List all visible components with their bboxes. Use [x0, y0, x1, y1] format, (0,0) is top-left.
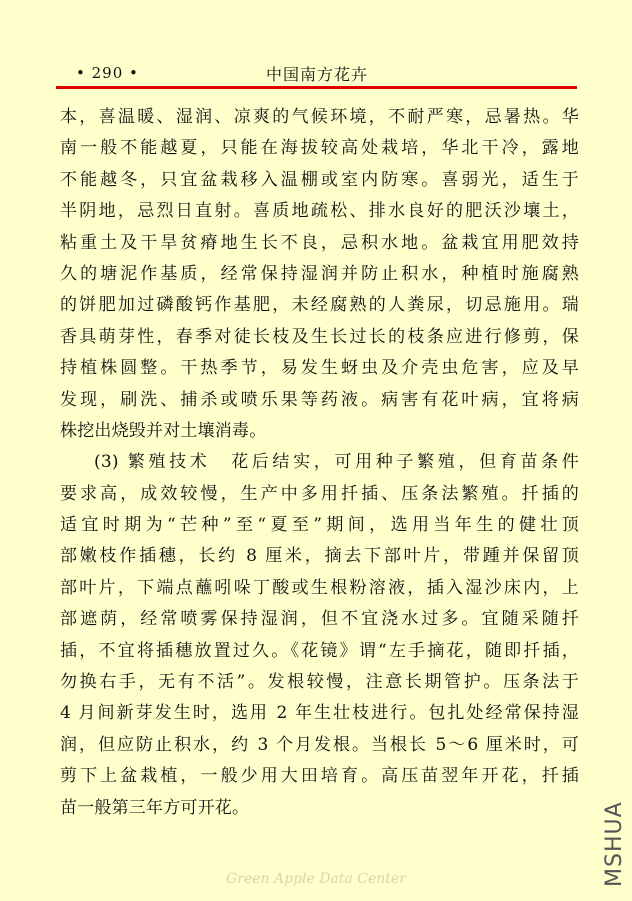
text-line: 持植株圆整。干热季节，易发生蚜虫及介壳虫危害，应及早 [60, 358, 579, 379]
text-line: 润，但应防止积水，约 3 个月发根。当根长 5～6 厘米时，可 [60, 734, 579, 755]
text-line-paragraph-end: 苗一般第三年方可开花。 [60, 797, 250, 818]
running-title: 中国南方花卉 [266, 65, 369, 84]
text-line: 插，不宜将插穗放置过久。《花镜》谓“左手摘花，随即扦插， [60, 640, 579, 661]
bottom-watermark: Green Apple Data Center [226, 871, 406, 887]
text-line: 剪下上盆栽植，一般少用大田培育。高压苗翌年开花，扦插 [60, 766, 579, 787]
text-line: 勿换右手，无有不活”。发根较慢，注意长期管护。压条法于 [60, 672, 579, 693]
text-line: 部叶片，下端点蘸吲哚丁酸或生根粉溶液，插入湿沙床内，上 [60, 577, 579, 598]
page-number: • 290 • [76, 64, 139, 82]
text-line: 部遮荫，经常喷雾保持湿润，但不宜浇水过多。宜随采随扦 [60, 609, 579, 630]
text-line: 部嫩枝作插穗，长约 8 厘米，摘去下部叶片，带踵并保留顶 [60, 546, 579, 567]
text-line-paragraph-end: 株挖出烧毁并对土壤消毒。 [60, 420, 267, 441]
text-line: 本，喜温暖、湿润、凉爽的气候环境，不耐严寒，忌暑热。华 [60, 107, 579, 127]
text-line: 不能越冬，只宜盆栽移入温棚或室内防寒。喜弱光，适生于 [60, 169, 579, 190]
body-text [60, 102, 579, 824]
side-watermark-text: MSHUA [602, 801, 627, 887]
text-line: 发现，刷洗、捕杀或喷乐果等药液。病害有花叶病，宜将病 [60, 389, 579, 410]
page-header [60, 64, 578, 86]
header-rule [56, 86, 577, 89]
text-line: 香具萌芽性，春季对徒长枝及生长过长的枝条应进行修剪，保 [60, 326, 579, 347]
text-line: 的饼肥加过磷酸钙作基肥，未经腐熟的人粪尿，切忌施用。瑞 [60, 295, 579, 316]
text-line: 粘重土及干旱贫瘠地生长不良，忌积水地。盆栽宜用肥效持 [60, 232, 579, 253]
text-line: 4 月间新芽发生时，选用 2 年生壮枝进行。包扎处经常保持湿 [60, 703, 579, 724]
text-line: 要求高，成效较慢，生产中多用扦插、压条法繁殖。扦插的 [60, 483, 579, 504]
text-line: 南一般不能越夏，只能在海拔较高处栽培，华北干冷，露地 [60, 138, 579, 159]
text-line-section-start: (3) 繁殖技术 花后结实，可用种子繁殖，但育苗条件 [94, 452, 579, 473]
text-line: 适宜时期为“芒种”至“夏至”期间，选用当年生的健壮顶 [60, 515, 579, 536]
text-line: 久的塘泥作基质，经常保持湿润并防止积水，种植时施腐熟 [60, 263, 579, 284]
text-line: 半阴地，忌烈日直射。喜质地疏松、排水良好的肥沃沙壤土， [60, 201, 579, 222]
